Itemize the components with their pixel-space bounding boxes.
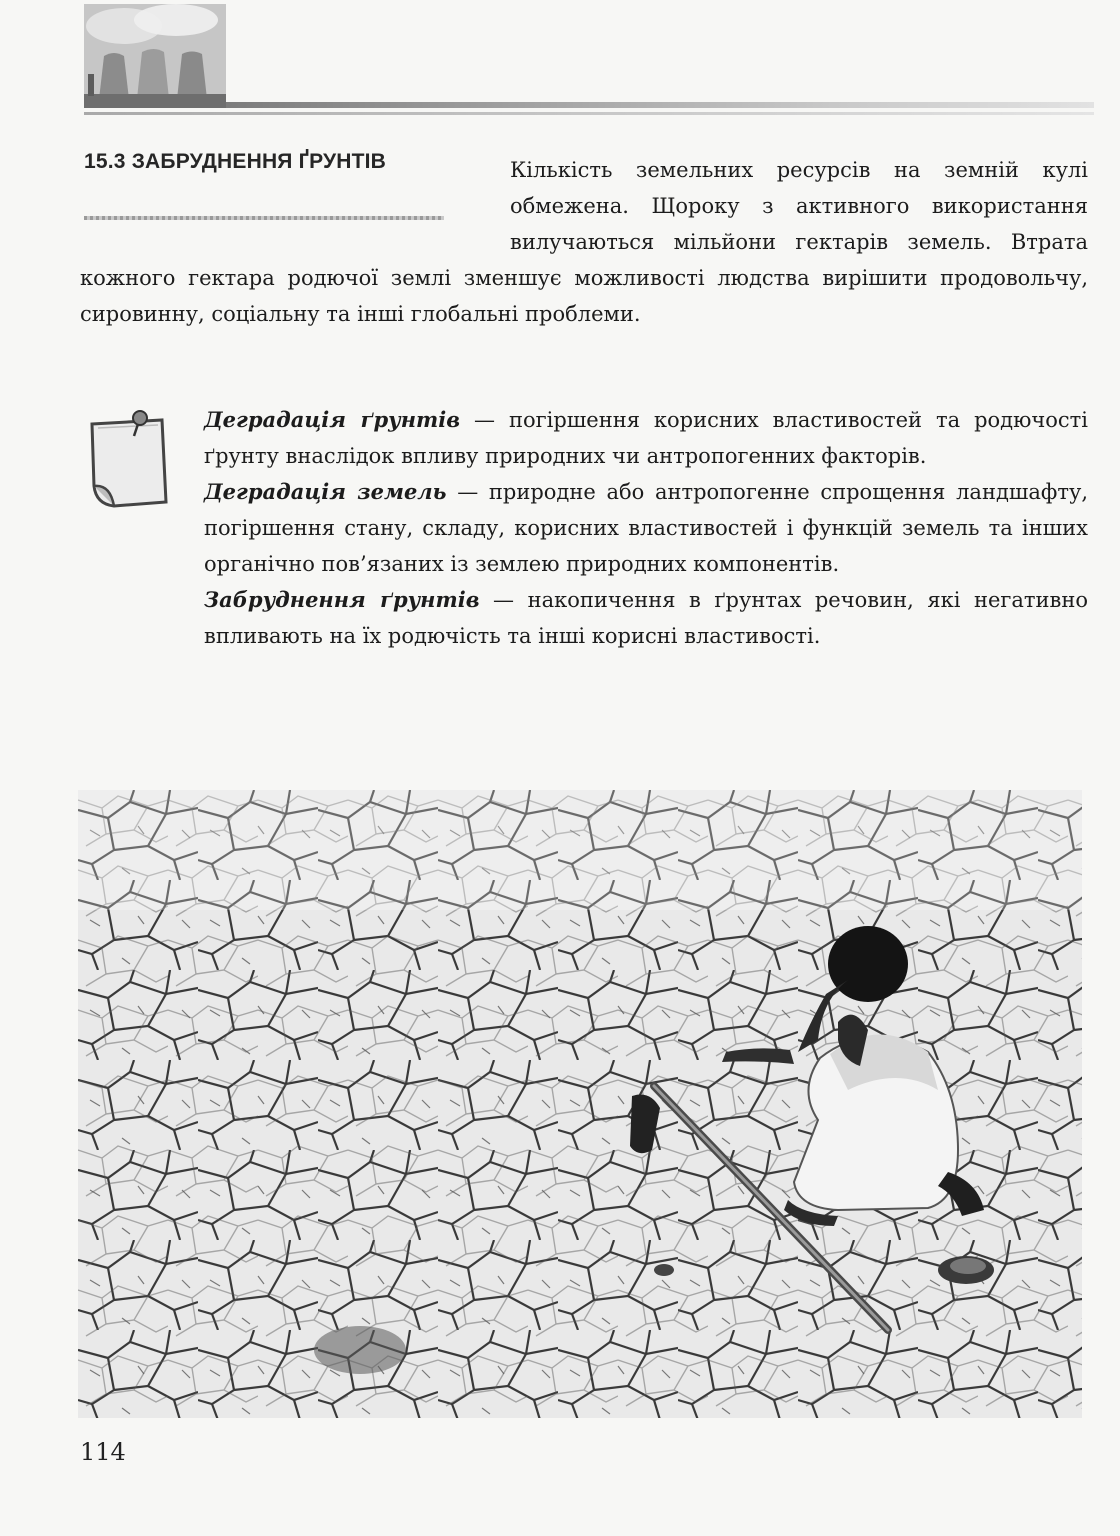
- header-underline: [84, 112, 1094, 115]
- cracked-earth-photo: [78, 790, 1082, 1418]
- pinned-note-icon: [84, 406, 178, 514]
- definition-term: Деградація земель: [204, 479, 447, 504]
- header-rule: [226, 102, 1094, 108]
- definition-land-degradation: [204, 474, 1088, 582]
- section-title: 15.3 ЗАБРУДНЕННЯ ҐРУНТІВ: [84, 150, 387, 173]
- definition-text: — природне або антропогенне спрощення ландшафту, погіршення стану, складу, корисних властивостей і функцій земель та інших органічно пов’язаних із землею природних компонентів.: [204, 480, 1088, 576]
- definition-text: — погіршення корисних властивостей та родючості ґрунту внаслідок впливу природних чи антропогенних факторів.: [204, 408, 1088, 468]
- definition-soil-pollution: [204, 582, 1088, 654]
- drought-cracked-soil-image: [78, 790, 1082, 1418]
- page-number: 114: [80, 1438, 126, 1466]
- definition-soil-degradation: [204, 402, 1088, 474]
- header-photo: [84, 4, 226, 108]
- definition-term: Забруднення ґрунтів: [204, 587, 480, 612]
- definition-term: Деградація ґрунтів: [204, 407, 461, 432]
- definition-text: — накопичення в ґрунтах речовин, які негативно впливають на їх родючість та інші корисні властивості.: [204, 588, 1088, 648]
- intro-paragraph: Кількість земельних ресурсів на земній кулі обмежена. Щороку з активного використання вилучаються мільйони гектарів земель. Втрата кожного гектара родючої землі зменшує можливості людства вирішити продовольчу, сировинну, соціальну та інші глобальні проблеми.: [80, 158, 1088, 326]
- definitions-block: [204, 402, 1088, 654]
- power-plant-cooling-towers-image: [84, 4, 226, 108]
